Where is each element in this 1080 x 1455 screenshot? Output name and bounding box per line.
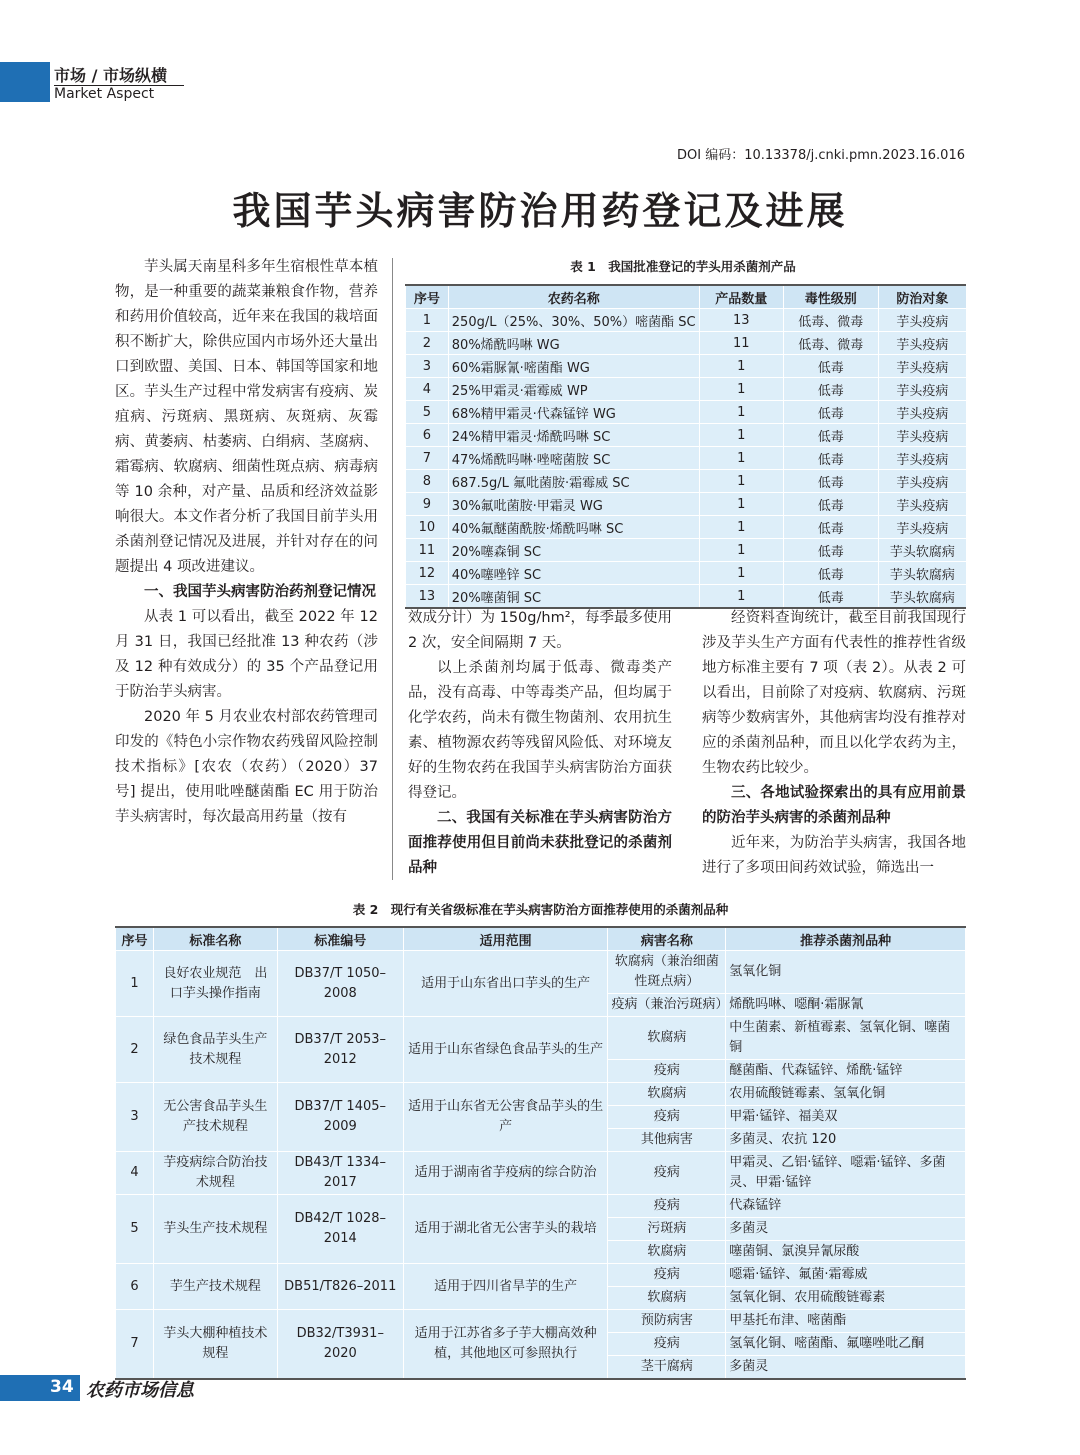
table-1-cell: 低毒 bbox=[783, 516, 878, 539]
table-1-cell: 芋头疫病 bbox=[878, 516, 966, 539]
table-1-row bbox=[406, 562, 967, 585]
table-1-cell: 4 bbox=[406, 378, 449, 401]
table-1-row bbox=[406, 585, 967, 609]
table-1-cell: 1 bbox=[699, 424, 783, 447]
table-2-disease-cell: 疫病 bbox=[608, 1264, 726, 1287]
table-2-name-cell: 芋疫病综合防治技术规程 bbox=[153, 1152, 277, 1195]
table-1-cell: 13 bbox=[699, 309, 783, 332]
table-2 bbox=[115, 926, 966, 1380]
table-1-cell: 20%噻森铜 SC bbox=[448, 539, 699, 562]
table-2-no-cell: 2 bbox=[116, 1017, 154, 1083]
intro-paragraph: 芋头属天南星科多年生宿根性草本植物，是一种重要的蔬菜兼粮食作物，营养和药用价值较高，近年来在我国的栽培面积不断扩大，除供应国内市场外还大量出口到欧盟、美国、日本、韩国等国家和地区。芋头生产过程中常发病害有疫病、炭疽病、污斑病、黑斑病、灰斑病、灰霉病、黄萎病、枯萎病、白绢病、茎腐病、霜霉病、软腐病、细菌性斑点病、病毒病等 10 余种，对产量、品质和经济效益影响很大。本文作者分析了我国目前芋头用杀菌剂登记情况及进展，并针对存在的问题提出 4 项改进建议。 bbox=[115, 259, 378, 575]
table-2-fungicide-cell: 多菌灵 bbox=[726, 1356, 966, 1380]
section-1-paragraph-3: 以上杀菌剂均属于低毒、微毒类产品，没有高毒、中等毒类产品，但均属于化学农药，尚未有微生物菌剂、农用抗生素、植物源农药等残留风险低、对环境友好的生物农药在我国芋头病害防治方面获得登记。 bbox=[408, 660, 672, 801]
table-1-row bbox=[406, 424, 967, 447]
table-2-code-cell: DB43/T 1334–2017 bbox=[277, 1152, 403, 1195]
table-2-name-cell: 芋头大棚种植技术规程 bbox=[153, 1310, 277, 1380]
table-2-no-cell: 6 bbox=[116, 1264, 154, 1310]
table-1-cell: 低毒 bbox=[783, 401, 878, 424]
table-1-cell: 1 bbox=[406, 309, 449, 332]
table-2-code-cell: DB37/T 2053–2012 bbox=[277, 1017, 403, 1083]
table-1-cell: 低毒 bbox=[783, 355, 878, 378]
table-2-fungicide-cell: 甲霜·锰锌、福美双 bbox=[726, 1106, 966, 1129]
table-2-no-cell: 4 bbox=[116, 1152, 154, 1195]
table-2-code-cell: DB51/T826–2011 bbox=[277, 1264, 403, 1310]
table-1-cell: 25%甲霜灵·霜霉威 WP bbox=[448, 378, 699, 401]
magazine-name: 农药市场信息 bbox=[86, 1380, 194, 1401]
article-title: 我国芋头病害防治用药登记及进展 bbox=[232, 188, 848, 233]
table-1-cell: 9 bbox=[406, 493, 449, 516]
table-1-header-cell: 防治对象 bbox=[878, 285, 966, 309]
table-1-cell: 1 bbox=[699, 470, 783, 493]
table-2-scope-cell: 适用于山东省绿色食品芋头的生产 bbox=[403, 1017, 608, 1083]
table-1-cell: 6 bbox=[406, 424, 449, 447]
table-1-cell: 1 bbox=[699, 539, 783, 562]
table-2-header-cell: 标准编号 bbox=[277, 927, 403, 951]
table-2-disease-cell: 疫病（兼治污斑病） bbox=[608, 994, 726, 1017]
table-1-cell: 11 bbox=[699, 332, 783, 355]
table-2-no-cell: 3 bbox=[116, 1083, 154, 1152]
table-2-header-cell: 病害名称 bbox=[608, 927, 726, 951]
table-1-cell: 60%霜脲氰·嘧菌酯 WG bbox=[448, 355, 699, 378]
table-2-disease-cell: 软腐病 bbox=[608, 1287, 726, 1310]
table-1-row bbox=[406, 401, 967, 424]
table-2-disease-cell: 其他病害 bbox=[608, 1129, 726, 1152]
table-1-cell: 68%精甲霜灵·代森锰锌 WG bbox=[448, 401, 699, 424]
table-2-disease-cell: 软腐病（兼治细菌性斑点病） bbox=[608, 951, 726, 994]
table-2-fungicide-cell: 多菌灵、农抗 120 bbox=[726, 1129, 966, 1152]
table-1-cell: 687.5g/L 氟吡菌胺·霜霉威 SC bbox=[448, 470, 699, 493]
table-1-cell: 5 bbox=[406, 401, 449, 424]
table-1-cell: 2 bbox=[406, 332, 449, 355]
table-2-disease-cell: 疫病 bbox=[608, 1333, 726, 1356]
table-2-fungicide-cell: 甲霜灵、乙铝·锰锌、噁霜·锰锌、多菌灵、甲霜·锰锌 bbox=[726, 1152, 966, 1195]
table-1-cell: 低毒 bbox=[783, 424, 878, 447]
table-1-cell: 11 bbox=[406, 539, 449, 562]
table-1-cell: 芋头疫病 bbox=[878, 493, 966, 516]
table-2-row bbox=[116, 1264, 966, 1287]
section-1-paragraph-2: 2020 年 5 月农业农村部农药管理司印发的《特色小宗作物农药残留风险控制技术指标》[农农（农药）（2020）37 号] 提出，使用吡唑醚菌酯 EC 用于防治芋头病害时，每次最高用药量（按有 bbox=[115, 709, 378, 825]
table-2-disease-cell: 疫病 bbox=[608, 1106, 726, 1129]
table-2-disease-cell: 污斑病 bbox=[608, 1218, 726, 1241]
table-2-header-cell: 标准名称 bbox=[153, 927, 277, 951]
table-1-header-cell: 毒性级别 bbox=[783, 285, 878, 309]
section-3-heading: 三、各地试验探索出的具有应用前景的防治芋头病害的杀菌剂品种 bbox=[702, 785, 966, 826]
table-1-cell: 芋头软腐病 bbox=[878, 585, 966, 609]
section-3-paragraph-1: 近年来，为防治芋头病害，我国各地进行了多项田间药效试验，筛选出一 bbox=[702, 835, 966, 876]
table-2-name-cell: 良好农业规范 出口芋头操作指南 bbox=[153, 951, 277, 1017]
column-divider bbox=[392, 258, 393, 880]
table-2-disease-cell: 疫病 bbox=[608, 1152, 726, 1195]
table-1-cell: 1 bbox=[699, 493, 783, 516]
table-1-caption: 表 1 我国批准登记的芋头用杀菌剂产品 bbox=[570, 259, 796, 274]
table-2-disease-cell: 软腐病 bbox=[608, 1083, 726, 1106]
section-1-heading: 一、我国芋头病害防治药剂登记情况 bbox=[144, 584, 376, 600]
table-1-cell: 1 bbox=[699, 562, 783, 585]
table-2-no-cell: 7 bbox=[116, 1310, 154, 1380]
table-1-cell: 芋头疫病 bbox=[878, 378, 966, 401]
table-1 bbox=[405, 284, 966, 609]
header-accent-bar bbox=[0, 62, 50, 102]
table-1-cell: 1 bbox=[699, 516, 783, 539]
table-1-cell: 40%噻唑锌 SC bbox=[448, 562, 699, 585]
table-2-scope-cell: 适用于湖南省芋疫病的综合防治 bbox=[403, 1152, 608, 1195]
table-1-cell: 低毒 bbox=[783, 493, 878, 516]
table-1-header-cell: 序号 bbox=[406, 285, 449, 309]
text-column-2 bbox=[408, 606, 672, 881]
table-1-cell: 12 bbox=[406, 562, 449, 585]
section-label: 市场 / 市场纵横 bbox=[54, 66, 167, 85]
text-column-3 bbox=[702, 606, 966, 881]
table-2-scope-cell: 适用于山东省出口芋头的生产 bbox=[403, 951, 608, 1017]
table-1-cell: 30%氟吡菌胺·甲霜灵 WG bbox=[448, 493, 699, 516]
table-1-cell: 低毒 bbox=[783, 539, 878, 562]
table-1-cell: 1 bbox=[699, 355, 783, 378]
table-2-row bbox=[116, 1152, 966, 1195]
text-column-1 bbox=[115, 255, 378, 830]
table-1-row bbox=[406, 332, 967, 355]
table-2-fungicide-cell: 代森锰锌 bbox=[726, 1195, 966, 1218]
table-1-cell: 8 bbox=[406, 470, 449, 493]
table-2-header-row bbox=[116, 927, 966, 951]
table-1-cell: 250g/L（25%、30%、50%）嘧菌酯 SC bbox=[448, 309, 699, 332]
table-1-cell: 1 bbox=[699, 378, 783, 401]
table-2-row bbox=[116, 951, 966, 994]
table-2-caption: 表 2 现行有关省级标准在芋头病害防治方面推荐使用的杀菌剂品种 bbox=[352, 902, 729, 917]
table-2-fungicide-cell: 醚菌酯、代森锰锌、烯酰·锰锌 bbox=[726, 1060, 966, 1083]
table-2-row bbox=[116, 1195, 966, 1218]
table-1-cell: 芋头疫病 bbox=[878, 332, 966, 355]
table-1-cell: 40%氟醚菌酰胺·烯酰吗啉 SC bbox=[448, 516, 699, 539]
table-1-cell: 芋头疫病 bbox=[878, 470, 966, 493]
table-2-fungicide-cell: 中生菌素、新植霉素、氢氧化铜、噻菌铜 bbox=[726, 1017, 966, 1060]
table-1-cell: 低毒、微毒 bbox=[783, 332, 878, 355]
table-1-cell: 7 bbox=[406, 447, 449, 470]
table-1-cell: 20%噻菌铜 SC bbox=[448, 585, 699, 609]
table-2-header-cell: 序号 bbox=[116, 927, 154, 951]
table-2-disease-cell: 疫病 bbox=[608, 1195, 726, 1218]
table-2-row bbox=[116, 1017, 966, 1060]
table-1-cell: 低毒 bbox=[783, 470, 878, 493]
table-2-fungicide-cell: 农用硫酸链霉素、氢氧化铜 bbox=[726, 1083, 966, 1106]
table-2-disease-cell: 软腐病 bbox=[608, 1017, 726, 1060]
table-2-code-cell: DB37/T 1405–2009 bbox=[277, 1083, 403, 1152]
table-1-cell: 芋头疫病 bbox=[878, 447, 966, 470]
table-1-cell: 低毒 bbox=[783, 447, 878, 470]
section-1-paragraph-1: 从表 1 可以看出，截至 2022 年 12 月 31 日，我国已经批准 13 种农药（涉及 12 种有效成分）的 35 个产品登记用于防治芋头病害。 bbox=[115, 609, 378, 700]
table-2-name-cell: 芋头生产技术规程 bbox=[153, 1195, 277, 1264]
table-2-disease-cell: 软腐病 bbox=[608, 1241, 726, 1264]
section-1-paragraph-2-cont: 效成分计）为 150g/hm²，每季最多使用 2 次，安全间隔期 7 天。 bbox=[408, 610, 673, 651]
table-2-fungicide-cell: 多菌灵 bbox=[726, 1218, 966, 1241]
table-2-fungicide-cell: 烯酰吗啉、噁酮·霜脲氰 bbox=[726, 994, 966, 1017]
table-1-cell: 1 bbox=[699, 401, 783, 424]
table-2-fungicide-cell: 氢氧化铜、农用硫酸链霉素 bbox=[726, 1287, 966, 1310]
table-1-cell: 10 bbox=[406, 516, 449, 539]
table-1-row bbox=[406, 378, 967, 401]
table-1-cell: 低毒、微毒 bbox=[783, 309, 878, 332]
table-1-row bbox=[406, 516, 967, 539]
table-1-row bbox=[406, 355, 967, 378]
table-2-scope-cell: 适用于四川省旱芋的生产 bbox=[403, 1264, 608, 1310]
table-2-code-cell: DB37/T 1050–2008 bbox=[277, 951, 403, 1017]
table-1-cell: 芋头疫病 bbox=[878, 309, 966, 332]
table-2-scope-cell: 适用于山东省无公害食品芋头的生产 bbox=[403, 1083, 608, 1152]
table-2-name-cell: 无公害食品芋头生产技术规程 bbox=[153, 1083, 277, 1152]
table-1-row bbox=[406, 539, 967, 562]
table-1-cell: 芋头疫病 bbox=[878, 355, 966, 378]
section-2-heading: 二、我国有关标准在芋头病害防治方面推荐使用但目前尚未获批登记的杀菌剂品种 bbox=[408, 810, 672, 876]
table-1-row bbox=[406, 470, 967, 493]
table-2-fungicide-cell: 氢氧化铜 bbox=[726, 951, 966, 994]
section-label-en: Market Aspect bbox=[54, 86, 155, 102]
table-1-header-cell: 产品数量 bbox=[699, 285, 783, 309]
table-2-code-cell: DB32/T3931–2020 bbox=[277, 1310, 403, 1380]
table-2-scope-cell: 适用于江苏省多子芋大棚高效种植，其他地区可参照执行 bbox=[403, 1310, 608, 1380]
table-2-fungicide-cell: 甲基托布津、嘧菌酯 bbox=[726, 1310, 966, 1333]
table-2-disease-cell: 预防病害 bbox=[608, 1310, 726, 1333]
table-2-name-cell: 绿色食品芋头生产技术规程 bbox=[153, 1017, 277, 1083]
table-1-row bbox=[406, 309, 967, 332]
table-1-cell: 芋头软腐病 bbox=[878, 562, 966, 585]
table-1-cell: 低毒 bbox=[783, 562, 878, 585]
table-1-cell: 47%烯酰吗啉·唑嘧菌胺 SC bbox=[448, 447, 699, 470]
table-2-fungicide-cell: 噁霜·锰锌、氟菌·霜霉威 bbox=[726, 1264, 966, 1287]
table-1-cell: 低毒 bbox=[783, 585, 878, 609]
table-1-cell: 芋头疫病 bbox=[878, 424, 966, 447]
table-2-disease-cell: 疫病 bbox=[608, 1060, 726, 1083]
table-1-row bbox=[406, 447, 967, 470]
table-1-header-row bbox=[406, 285, 967, 309]
table-2-fungicide-cell: 噻菌铜、氯溴异氰尿酸 bbox=[726, 1241, 966, 1264]
table-2-row bbox=[116, 1083, 966, 1106]
section-2-paragraph-1: 经资料查询统计，截至目前我国现行涉及芋头生产方面有代表性的推荐性省级地方标准主要有 7 项（表 2）。从表 2 可以看出，目前除了对疫病、软腐病、污斑病等少数病害外，其他病害均没有推荐对应的杀菌剂品种，而且以化学农药为主，生物农药比较少。 bbox=[702, 610, 966, 776]
table-1-cell: 低毒 bbox=[783, 378, 878, 401]
table-1-header-cell: 农药名称 bbox=[448, 285, 699, 309]
table-2-fungicide-cell: 氢氧化铜、嘧菌酯、氟噻唑吡乙酮 bbox=[726, 1333, 966, 1356]
table-2-disease-cell: 茎干腐病 bbox=[608, 1356, 726, 1380]
table-2-no-cell: 1 bbox=[116, 951, 154, 1017]
table-2-code-cell: DB42/T 1028–2014 bbox=[277, 1195, 403, 1264]
table-2-no-cell: 5 bbox=[116, 1195, 154, 1264]
table-2-header-cell: 推荐杀菌剂品种 bbox=[726, 927, 966, 951]
table-1-cell: 芋头疫病 bbox=[878, 401, 966, 424]
table-1-cell: 1 bbox=[699, 585, 783, 609]
table-2-row bbox=[116, 1310, 966, 1333]
table-1-cell: 80%烯酰吗啉 WG bbox=[448, 332, 699, 355]
table-2-name-cell: 芋生产技术规程 bbox=[153, 1264, 277, 1310]
table-1-row bbox=[406, 493, 967, 516]
table-1-cell: 13 bbox=[406, 585, 449, 609]
page-number: 34 bbox=[50, 1377, 74, 1397]
doi-code: DOI 编码：10.13378/j.cnki.pmn.2023.16.016 bbox=[676, 148, 965, 163]
table-1-cell: 24%精甲霜灵·烯酰吗啉 SC bbox=[448, 424, 699, 447]
table-2-header-cell: 适用范围 bbox=[403, 927, 608, 951]
table-2-scope-cell: 适用于湖北省无公害芋头的栽培 bbox=[403, 1195, 608, 1264]
table-1-cell: 3 bbox=[406, 355, 449, 378]
table-1-cell: 芋头软腐病 bbox=[878, 539, 966, 562]
table-1-cell: 1 bbox=[699, 447, 783, 470]
